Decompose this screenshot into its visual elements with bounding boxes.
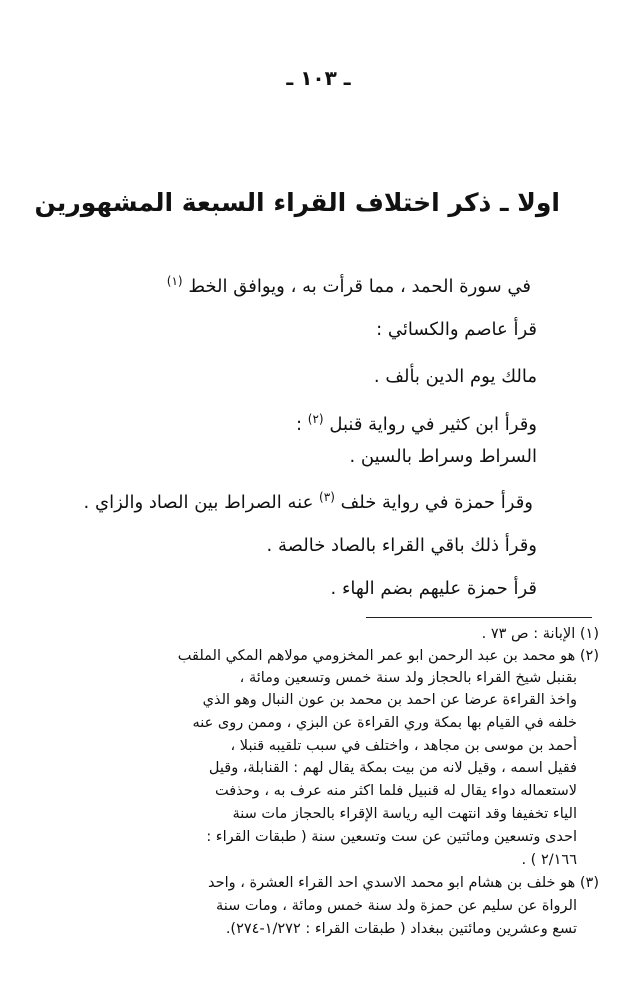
body-line-1 [51, 268, 531, 300]
body-text: وقرأ حمزة في رواية خلف [340, 492, 533, 513]
body-line-2: قرأ عاصم والكسائي : [376, 319, 537, 340]
footnote-2-line-5: أحمد بن موسى بن مجاهد ، واختلف في سبب تلقيبه قنبلا ، [230, 738, 577, 754]
footnote-divider [366, 617, 592, 618]
body-line-4 [57, 406, 537, 438]
footnote-3-line-3: تسع وعشرين ومائتين ببغداد ( طبقات القراء : ١/٢٧٢-٢٧٤). [225, 921, 577, 937]
footnote-2-line-4: خلفه في القيام بها بمكة وري القراءة عن البزي ، وممن روى عنه [192, 715, 577, 731]
footnote-ref-3: (٣) [319, 490, 335, 504]
footnote-2-line-9: احدى وتسعين ومائتين عن ست وتسعين سنة ( طبقات القراء : [206, 829, 577, 845]
body-line-3: مالك يوم الدين بألف . [373, 366, 537, 387]
body-line-7: وقرأ ذلك باقي القراء بالصاد خالصة . [266, 535, 537, 556]
body-text: عنه الصراط بين الصاد والزاي . [83, 492, 314, 513]
footnote-2-line-1: (٢) هو محمد بن عبد الرحمن ابو عمر المخزومي مولاهم المكي الملقب [177, 648, 599, 664]
footnote-ref-1: (١) [166, 274, 183, 288]
body-text: وقرأ ابن كثير في رواية قنبل [329, 414, 537, 435]
footnote-2-line-3: واخذ القراءة عرضا عن احمد بن محمد بن عون النبال وهو الذي [202, 692, 577, 708]
footnote-2-line-7: لاستعماله دواء يقال له قنبيل فلما اكثر منه عرف به ، وحذفت [214, 783, 577, 799]
footnote-3-line-2: الرواة عن سليم عن حمزة ولد سنة خمس ومائة ، ومات سنة [215, 898, 577, 914]
footnote-3-line-1: (٣) هو خلف بن هشام ابو محمد الاسدي احد القراء العشرة ، واحد [208, 875, 599, 891]
body-line-8: قرأ حمزة عليهم بضم الهاء . [330, 578, 537, 599]
footnote-2-line-10: ٢/١٦٦ ) . [521, 852, 577, 868]
footnote-2-line-6: فقيل اسمه ، وقيل لانه من بيت بمكة يقال لهم : القنابلة، وقيل [208, 760, 577, 776]
body-text: : [295, 414, 303, 435]
footnote-2-line-8: الياء تخفيفا وقد انتهت اليه رياسة الإقراء بالحجاز مات سنة [232, 806, 577, 822]
footnote-2-line-2: بقنبل شيخ القراء بالحجاز ولد سنة خمس وتسعين ومائة ، [239, 670, 577, 686]
section-heading: اولا ـ ذكر اختلاف القراء السبعة المشهورين [34, 188, 560, 217]
body-line-6 [53, 484, 533, 516]
body-line-5: السراط وسراط بالسين . [349, 446, 537, 467]
footnote-1: (١) الإبانة : ص ٧٣ . [481, 626, 599, 642]
page-number: ـ ١٠٣ ـ [286, 66, 351, 90]
body-text: في سورة الحمد ، مما قرأت به ، ويوافق الخط [188, 276, 531, 297]
footnote-ref-2: (٢) [307, 412, 324, 426]
